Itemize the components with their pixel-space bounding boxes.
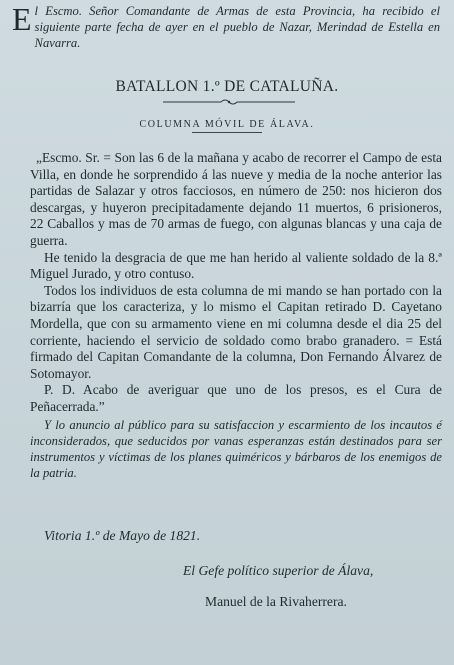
announcement-paragraph: Y lo anuncio al público para su satisfaccion y escarmiento de los incautos é inconsiderados, que seducidos por vanas esperanzas están destinados para ser instrumentos y víctimas de los planes quiméricos y bárbaros de los enemigos de la patria.	[30, 417, 442, 480]
report-paragraph: „Escmo. Sr. = Son las 6 de la mañana y acabo de recorrer el Campo de esta Villa, en donde he sorprendido á las nueve y media de la noche anterior las partidas de Salazar y otros facciosos, en número de 250: nos hicieron dos descargas, y huyeron precipitadamente dejando 11 muertos, 6 prisioneros, 22 Caballos y mas de 70 armas de fuego, con algunas blancas y una caja de guerra.	[30, 150, 442, 248]
column-title-underline	[192, 132, 262, 133]
drop-cap: E	[12, 1, 32, 37]
report-paragraph: He tenido la desgracia de que me han herido al valiente soldado de la 8.ª Miguel Jurado, y otro contuso.	[30, 249, 442, 282]
ornamental-rule	[163, 98, 295, 106]
signer-title: El Gefe político superior de Álava,	[183, 563, 374, 578]
document-date: Vitoria 1.º de Mayo de 1821.	[44, 528, 201, 543]
battalion-heading: BATALLON 1.º DE CATALUÑA.	[115, 78, 339, 95]
postscript-paragraph: P. D. Acabo de averiguar que uno de los presos, es el Cura de Peñacerrada.”	[30, 382, 442, 414]
report-body	[30, 150, 442, 481]
column-title: COLUMNA MÓVIL DE ÁLAVA.	[139, 119, 315, 130]
intro-text: l Escmo. Señor Comandante de Armas de esta Provincia, ha recibido el siguiente parte fecha de ayer en el pueblo de Nazar, Merindad de Estella en Navarra.	[34, 4, 440, 50]
report-paragraph: Todos los individuos de esta columna de mi mando se han portado con la bizarría que los caracteriza, y lo mismo el Capitan retirado D. Cayetano Mordella, que con su armamento viene en mi columna desde el dia 25 del corriente, haciendo el servicio de soldado como brabo granadero. = Está firmado del Capitan Comandante de la columna, Don Fernando Álvarez de Sotomayor.	[30, 282, 442, 381]
intro-paragraph	[12, 3, 440, 51]
signer-name: Manuel de la Rivaherrera.	[205, 594, 347, 609]
